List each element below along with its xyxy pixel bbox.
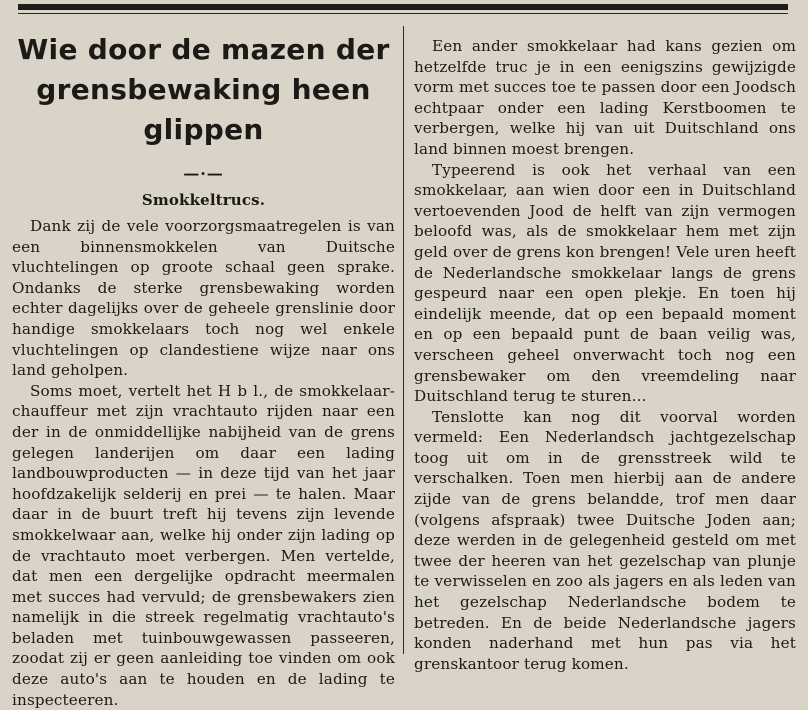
- right-paragraph-1: Een ander smokkelaar had kans gezien om hetzelfde truc je in een eenigszins gewijzigde vorm met succes toe te passen door een Joodsch echtpaar onder een lading Kerstboomen te verbergen, welke hij van uit Duitschland ons land binnen moest brengen.: [414, 37, 796, 158]
- headline-line-2: grensbewaking heen glippen: [36, 73, 371, 146]
- right-column: [414, 36, 796, 674]
- left-column: [12, 28, 395, 710]
- column-divider: [403, 26, 404, 654]
- top-rule-thick: [18, 4, 788, 10]
- left-paragraph-2: Soms moet, vertelt het H b l., de smokkelaar-chauffeur met zijn vrachtauto rijden naar een der in de onmiddellijke nabijheid van de grens gelegen landerijen om daar een lading landbouwproducten — in deze tijd van het jaar hoofdzakelijk selderij en prei — te halen. Maar daar in de buurt treft hij tevens zijn levende smokkelwaar aan, welke hij onder zijn lading op de vrachtauto moet verbergen. Men vertelde, dat men een dergelijke opdracht meermalen met succes had vervuld; de grensbewakers zien namelijk in die streek regelmatig vrachtauto's beladen met tuinbouwgewassen passeeren, zoodat zij er geen aanleiding toe vinden om ook deze auto's aan te houden en de lading te inspecteeren.: [12, 381, 395, 709]
- top-rule-thin: [18, 13, 788, 14]
- left-paragraph-1: Dank zij de vele voorzorgsmaatregelen is van een binnensmokkelen van Duitsche vluchtelingen op groote schaal geen sprake. Ondanks de sterke grensbewaking worden echter dagelijks over de geheele grenslinie door handige smokkelaars toch nog wel enkele vluchtelingen op clandestiene wijze naar ons land geholpen.: [12, 217, 395, 380]
- headline: [12, 30, 395, 150]
- separator-ornament: —·—: [183, 164, 224, 183]
- subheading: Smokkeltrucs.: [141, 191, 266, 209]
- right-paragraph-3: Tenslotte kan nog dit voorval worden vermeld: Een Nederlandsch jachtgezelschap toog uit om in de grensstreek wild te verschalken. Toen men hierbij aan de andere zijde van de grens belandde, trof men daar (volgens afspraak) twee Duitsche Joden aan; deze werden in de gelegenheid gesteld om met twee der heeren van het gezelschap van plunje te verwisselen en zoo als jagers en als leden van het gezelschap Nederlandsche bodem te betreden. En de beide Nederlandsche jagers konden naderhand met hun pas via het grenskantoor terug komen.: [414, 407, 796, 673]
- headline-line-1: Wie door de mazen der: [17, 33, 390, 66]
- right-paragraph-2: Typeerend is ook het verhaal van een smokkelaar, aan wien door een in Duitschland vertoevenden Jood de helft van zijn vermogen beloofd was, als de smokkelaar hem met zijn geld over de grens kon brengen! Vele uren heeft de Nederlandsche smokkelaar langs de grens gespeurd naar een open plekje. En toen hij eindelijk meende, dat op een bepaald moment en op een bepaald punt de baan veilig was, verscheen geheel onverwacht toch nog een grensbewaker om den vreemdeling naar Duitschland terug te sturen...: [414, 160, 796, 406]
